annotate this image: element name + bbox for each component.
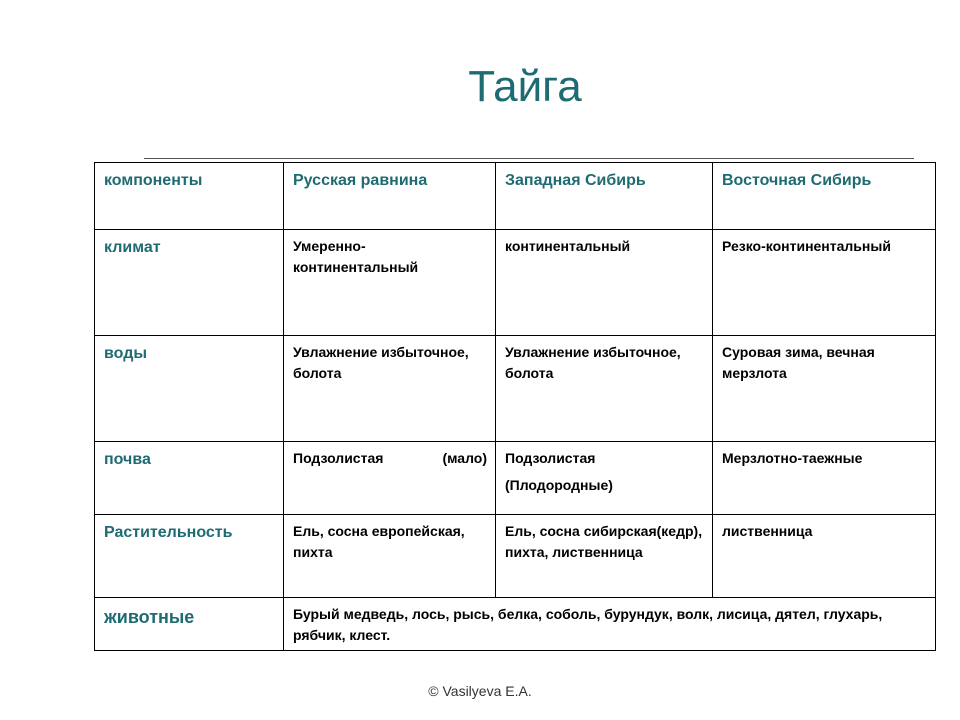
cell-climate-russian-plain: Умеренно-континентальный	[284, 230, 496, 336]
copyright-footer: © Vasilyeva E.A.	[428, 683, 532, 699]
header-cell-russian-plain: Русская равнина	[284, 163, 496, 230]
soil-west-siberia-note: (Плодородные)	[505, 477, 613, 493]
soil-west-siberia-type: Подзолистая	[505, 450, 596, 466]
cell-soil-west-siberia	[496, 442, 713, 515]
row-label-animals: животные	[95, 598, 284, 651]
cell-climate-east-siberia: Резко-континентальный	[713, 230, 936, 336]
cell-animals-all-regions: Бурый медведь, лось, рысь, белка, соболь, бурундук, волк, лисица, дятел, глухарь, рябчик, клест.	[284, 598, 936, 651]
table-row-climate	[95, 230, 936, 336]
soil-russian-plain-note: (мало)	[442, 450, 487, 466]
title-divider	[144, 158, 914, 159]
cell-vegetation-russian-plain: Ель, сосна европейская, пихта	[284, 515, 496, 598]
row-label-climate: климат	[95, 230, 284, 336]
slide-title: Тайга	[468, 62, 582, 111]
cell-water-east-siberia: Суровая зима, вечная мерзлота	[713, 336, 936, 442]
table-row-soil	[95, 442, 936, 515]
table-header-row	[95, 163, 936, 230]
header-cell-east-siberia: Восточная Сибирь	[713, 163, 936, 230]
cell-vegetation-west-siberia: Ель, сосна сибирская(кедр), пихта, лиственница	[496, 515, 713, 598]
row-label-vegetation: Растительность	[95, 515, 284, 598]
row-label-soil: почва	[95, 442, 284, 515]
cell-water-russian-plain: Увлажнение избыточное, болота	[284, 336, 496, 442]
table-row-vegetation	[95, 515, 936, 598]
table-row-water	[95, 336, 936, 442]
header-cell-west-siberia: Западная Сибирь	[496, 163, 713, 230]
cell-soil-russian-plain	[284, 442, 496, 515]
cell-climate-west-siberia: континентальный	[496, 230, 713, 336]
soil-russian-plain-type: Подзолистая	[293, 450, 384, 466]
table-row-animals	[95, 598, 936, 651]
cell-water-west-siberia: Увлажнение избыточное, болота	[496, 336, 713, 442]
taiga-table	[94, 162, 936, 651]
header-cell-components: компоненты	[95, 163, 284, 230]
cell-vegetation-east-siberia: лиственница	[713, 515, 936, 598]
row-label-water: воды	[95, 336, 284, 442]
cell-soil-east-siberia: Мерзлотно-таежные	[713, 442, 936, 515]
